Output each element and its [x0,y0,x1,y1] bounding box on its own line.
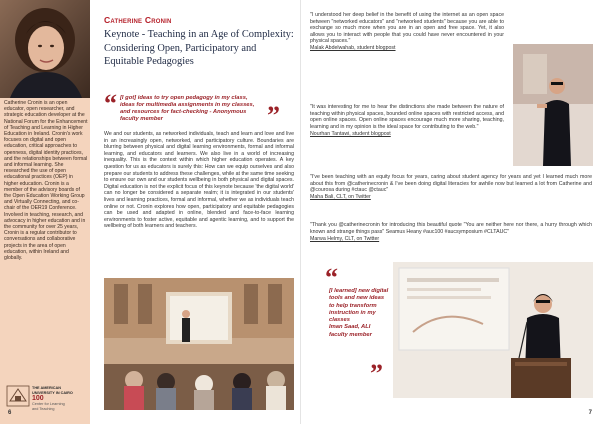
testimonial-1 [310,12,504,52]
testimonial-2-attribution: Nourhan Tantawi, student blogpost [310,130,391,137]
testimonial-1-attribution: Malak Abdelwahab, student blogpost [310,45,396,52]
open-quote-icon: “ [104,89,117,118]
speaker-podium-photo [393,262,593,398]
keynote-audience-photo [104,278,294,410]
pull-quote-right-text: [I learned] new digital tools and new ideas to help transform instruction in my classes [329,288,389,324]
testimonial-3 [310,174,592,201]
testimonial-1-text: "I understood her deep belief in the benefit of using the internet as an open space between "networked educators" and "networked students" because you are able to exchange so much more when you are in an open and free space. Yet, it also allows you to interact with people that you could have never encountered in your physical spaces." [310,12,504,45]
speaker-portrait [0,0,90,98]
logo-line-3: Center for Learning [32,402,65,407]
close-quote-icon: ” [267,101,280,130]
right-page [300,0,600,424]
page-number-right: 7 [588,410,592,416]
speaker-photo [513,44,593,166]
logo-line-2: UNIVERSITY IN CAIRO [32,390,73,395]
page-number-left: 6 [8,410,12,416]
logo-line-1: THE AMERICAN [32,386,61,390]
logo-line-4: and Teaching [32,406,55,411]
speaker-bio: Catherine Cronin is an open educator, open researcher, and strategic education developer at the National Forum for the Enhancement of Teaching and Learning in Higher Education in Ireland. Cronin's work focuses on digital and open education, critical approaches to openness, digital identity practices, and the relationships between formal and informal learning. She researched the use of open educational practices (OEP) in higher education. Cronin is a member of the advisory boards of the Open Education Working Group and Virtually Connecting, and co-chair of the OER19 Conference. Involved in teaching, research, and advocacy in higher education and in the community for over 25 years, Cronin is a regular contributor to conversations and collaborative projects in the area of open education, within Ireland and globally. [4,100,88,262]
testimonial-3-text: "I've been teaching with an equity focus for years, caring about student agency for years and yet I learned much more about this from @catherinecronin & I've been doing digital literacies for awhile now but learned a lot from Catherine and @courosa during #ctauc @ctauc" [310,174,592,194]
pull-quote-right [325,263,389,388]
keynote-abstract: We and our students, as networked individuals, teach and learn and love and live in an increasingly open, networked, and participatory culture. Boundaries are blurring between physical and digital learning environments, formal and informal learning, and educators and learners. We also live in a world of increasing inequality. This is the context within which higher education operates. A key question for us as educators is surely this: How can we equip ourselves and also prepare our students to address these challenges, while at the same time seeking to ensure our own and our students wellbeing in both physical and digital spaces. Digital education is not the explicit focus of this keynote because 'the digital world' can no longer be considered a separate realm; it is integrated in our students' lives and learning practices, formal and informal, whether we as individuals teach online or not. Cronin explores how open, participatory and equitable pedagogies can be used and adapted in online, blended and face-to-face learning environments to foster active, equitable and agentic learning, and to support the wellbeing of both learners and teachers. [104,131,294,230]
auc-seal-icon [6,385,30,407]
pull-quote [104,89,280,130]
testimonial-4-text: "Thank you @catherinecronin for introducing this beautiful quote "You are neither here nor there, a hurry through which known and strange things pass" Seamus Heany #auc100 #aucsymposium #CLTAUC" [310,222,592,235]
testimonial-2-text: "It was interesting for me to hear the distinctions she made between the nature of teaching within physical spaces, bounded online spaces with restricted access, and open online spaces. Open online spaces encourage much more sharing, teaching, learning and in my opinion is the ideal space for contributing to the web." [310,104,504,130]
pull-quote-right-attribution: Iman Saad, ALI faculty member [329,324,372,338]
close-quote-icon: ” [370,359,383,388]
open-quote-icon: “ [325,263,338,292]
testimonial-4-attribution: Marwa Helmy, CLT, on Twitter [310,235,380,242]
keynote-title: Keynote - Teaching in an Age of Complexity: Considering Open, Participatory and Equitable Pedagogies [104,29,294,67]
author-name: Catherine Cronin [104,15,172,25]
bio-sidebar [0,0,90,424]
testimonial-4 [310,222,592,242]
testimonial-3-attribution: Maha Bali, CLT, on Twitter [310,194,371,201]
testimonial-2 [310,104,504,137]
pull-quote-text: [I got] ideas to try open pedagogy in my class, ideas for multimedia assignments in my classes, and resources for fact-checking - Anonymous faculty member [120,95,255,122]
logo-number: 100 [32,395,44,403]
auc-logo [6,385,86,409]
